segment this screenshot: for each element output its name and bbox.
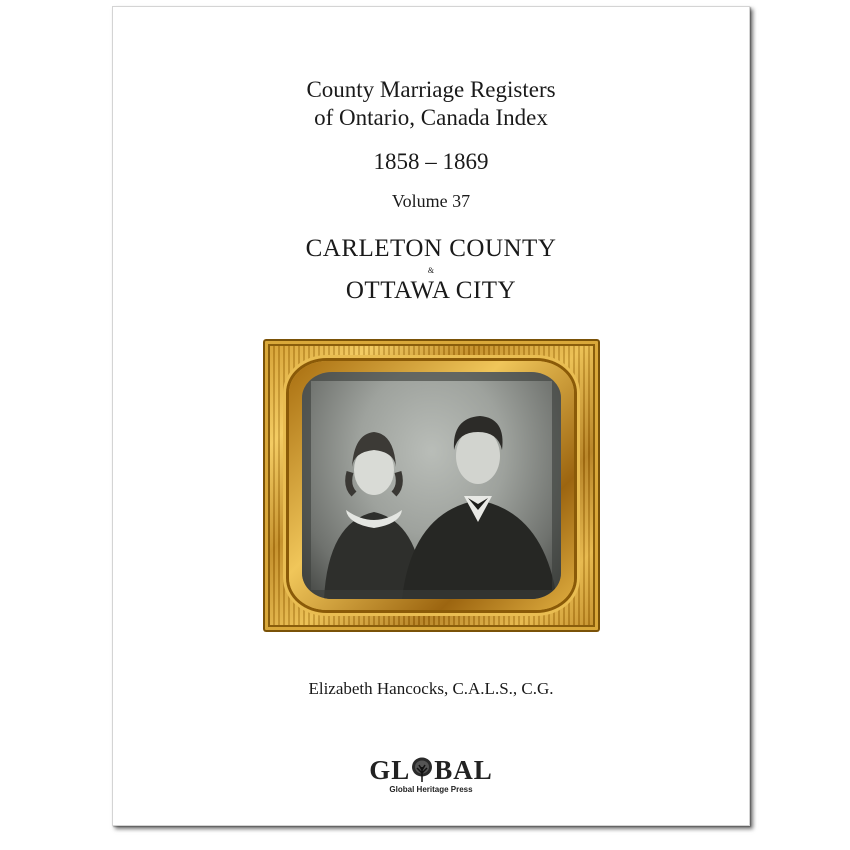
title-line-1: County Marriage Registers bbox=[306, 77, 556, 102]
logo-wordmark bbox=[369, 755, 493, 785]
couple-portrait-illustration bbox=[302, 372, 561, 599]
portrait-photo bbox=[302, 372, 561, 599]
years-range: 1858 – 1869 bbox=[373, 149, 489, 174]
daguerreotype-frame bbox=[263, 339, 600, 632]
book-cover bbox=[112, 6, 750, 826]
logo-word-right: BAL bbox=[434, 755, 493, 785]
tree-icon bbox=[411, 757, 433, 783]
county-name: CARLETON COUNTY bbox=[305, 235, 557, 262]
city-name: OTTAWA CITY bbox=[345, 277, 517, 304]
ampersand: & bbox=[427, 266, 435, 275]
title-line-2: of Ontario, Canada Index bbox=[314, 105, 548, 130]
volume-number: Volume 37 bbox=[391, 191, 471, 211]
author-name: Elizabeth Hancocks, C.A.L.S., C.G. bbox=[308, 679, 554, 698]
publisher-name: Global Heritage Press bbox=[389, 785, 473, 794]
publisher-logo bbox=[113, 755, 749, 794]
frame-mat bbox=[289, 361, 574, 610]
logo-word-left: GL bbox=[369, 755, 411, 785]
